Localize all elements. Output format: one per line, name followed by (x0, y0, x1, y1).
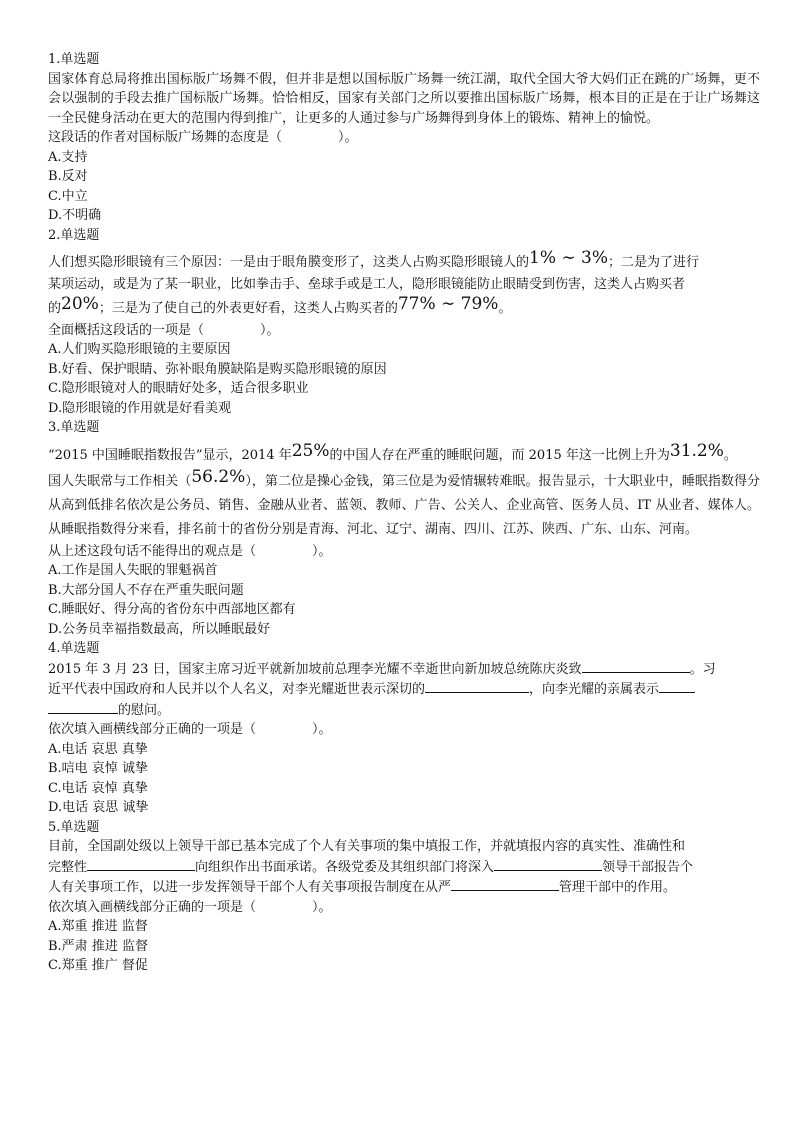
prompt-text: 依次填入画横线部分正确的一项是（ (48, 899, 257, 915)
prompt-text: 全面概括这段话的一项是（ (48, 322, 205, 338)
option-c: C.隐形眼镜对人的眼睛好处多，适合很多职业 (48, 381, 309, 396)
question-header: 1.单选题 (48, 52, 100, 67)
option-a: A.工作是国人失眠的罪魁祸首 (48, 563, 218, 578)
question-3 (48, 418, 760, 639)
stem-text: 管理干部中的作用。 (559, 880, 677, 895)
option-b: B.反对 (48, 169, 88, 184)
stem-text: ；二是为了进行 (608, 255, 700, 270)
question-stem-line (48, 659, 760, 680)
prompt-end: ）。 (312, 543, 332, 559)
question-prompt (48, 128, 760, 148)
fill-blank-1 (87, 857, 195, 871)
stem-text: 领导干部报告个 (602, 859, 694, 875)
option-a: A.支持 (48, 149, 88, 165)
option-b: B.唁电 哀悼 诚挚 (48, 761, 148, 776)
option-a: A.人们购买隐形眼镜的主要原因 (48, 342, 231, 357)
option-d: D.公务员幸福指数最高，所以睡眠最好 (48, 621, 271, 637)
fill-blank-3 (659, 679, 695, 693)
stem-text: 人们想买隐形眼镜有三个原因：一是由于眼角膜变形了，这类人占购买隐形眼镜人的 (48, 255, 530, 270)
question-stem-line: 某项运动，或是为了某一职业，比如拳击手、垒球手或是工人，隐形眼镜能防止眼睛受到伤害，这类人占购买者 (48, 277, 686, 292)
option-b: B.大部分国人不存在严重失眠问题 (48, 582, 244, 598)
prompt-end: ）。 (260, 322, 280, 338)
stem-text: 完整性 (48, 859, 88, 875)
fill-blank-3-cont (48, 700, 118, 714)
stem-text: 的中国人存在严重的睡眠问题，而 2015 年这一比例上升为 (329, 447, 670, 463)
question-4 (48, 639, 760, 818)
prompt-text: 依次填入画横线部分正确的一项是（ (48, 722, 257, 737)
stem-text: 国人失眠常与工作相关（ (48, 473, 192, 489)
question-stem-line (48, 249, 760, 275)
question-prompt (48, 542, 760, 562)
option-b: B.好看、保护眼睛、弥补眼角膜缺陷是购买隐形眼镜的原因 (48, 361, 387, 377)
option-d: D.隐形眼镜的作用就是好看美观 (48, 400, 232, 416)
fill-blank-2 (425, 679, 529, 693)
fill-blank-1 (582, 659, 690, 673)
question-prompt (48, 720, 760, 740)
stem-text: 。 (498, 300, 512, 316)
stem-text: 的 (48, 300, 62, 316)
stem-text: ；三是为了使自己的外表更好看，这类人占购买者的 (98, 300, 398, 316)
question-stem (48, 468, 760, 542)
question-header: 5.单选题 (48, 819, 100, 835)
math-percent: 56.2% (191, 466, 246, 487)
question-2 (48, 226, 760, 419)
stem-text: 近平代表中国政府和人民并以个人名义，对李光耀逝世表示深切的 (48, 682, 426, 697)
prompt-text: 这段话的作者对国标版广场舞的态度是（ (48, 130, 283, 145)
prompt-end: ）。 (312, 899, 332, 915)
option-d: D.电话 哀思 诚挚 (48, 800, 149, 815)
stem-text: ，向李光耀的亲属表示 (529, 682, 660, 697)
question-1 (48, 50, 760, 226)
option-c: C.电话 哀悼 真挚 (48, 780, 148, 796)
math-percent-range: 77% ∼ 79% (397, 293, 499, 314)
option-c: C.郑重 推广 督促 (48, 958, 148, 973)
question-header: 3.单选题 (48, 420, 100, 435)
stem-text: 。 (723, 447, 737, 463)
question-header: 2.单选题 (48, 227, 100, 243)
question-stem: 国家体育总局将推出国标版广场舞不假，但并非是想以国标版广场舞一统江湖，取代全国大爷大妈们正在跳的广场舞，更不会以强制的手段去推广国标版广场舞。恰恰相反，国家有关部门之所以要推出国标版广场舞，根本目的正是在于让广场舞这一全民健身活动在更大的范围内得到推广，让更多的人通过参与广场舞得到身体上的锻炼、精神上的愉悦。 (48, 71, 760, 126)
question-prompt (48, 898, 760, 918)
math-percent: 25% (291, 440, 330, 461)
prompt-end: ）。 (312, 722, 332, 737)
question-stem-line (48, 295, 760, 321)
prompt-text: 从上述这段句话不能得出的观点是（ (48, 543, 257, 559)
stem-text: 人有关事项工作，以进一步发挥领导干部个人有关事项报告制度在从严 (48, 880, 452, 895)
question-stem-line (48, 700, 760, 721)
prompt-end: ）。 (338, 130, 358, 145)
exam-document (48, 50, 760, 976)
question-stem-line (48, 857, 760, 878)
option-a: A.电话 哀思 真挚 (48, 741, 148, 757)
fill-blank-2 (494, 857, 602, 871)
option-b: B.严肃 推进 监督 (48, 938, 148, 954)
question-stem-line: 目前，全国副处级以上领导干部已基本完成了个人有关事项的集中填报工作，并就填报内容的真实性、准确性和 (48, 839, 686, 854)
option-a: A.郑重 推进 监督 (48, 919, 148, 934)
stem-text: 向组织作出书面承诺。各级党委及其组织部门将深入 (195, 859, 495, 875)
stem-text: 的慰问。 (118, 702, 171, 718)
stem-text: “2015 中国睡眠指数报告”显示，2014 年 (48, 447, 292, 463)
math-percent-range: 1% ∼ 3% (529, 248, 609, 268)
question-stem-line (48, 679, 760, 700)
question-5 (48, 818, 760, 976)
math-percent: 20% (61, 293, 99, 314)
question-stem-line (48, 442, 760, 468)
question-prompt (48, 321, 760, 341)
option-c: C.睡眠好、得分高的省份东中西部地区都有 (48, 602, 296, 617)
stem-text: 。习 (689, 661, 716, 677)
stem-text: 2015 年 3 月 23 日，国家主席习近平就新加坡前总理李光耀不幸逝世向新加坡总统陈庆炎致 (48, 661, 582, 677)
option-c: C.中立 (48, 188, 88, 204)
stem-text: ），第二位是操心金钱，第三位是为爱情辗转难眠。报告显示，十大职业中，睡眠指数得分从高到低排名依次是公务员、销售、金融从业者、蓝领、教师、广告、公关人、企业高管、医务人员、IT 从业者、媒体人。从睡眠指数得分来看，排名前十的省份分别是青海、河北、辽宁、湖南、四川、江苏、陕西、广东、山东、河南。 (48, 473, 760, 537)
fill-blank-3 (451, 877, 559, 891)
math-percent: 31.2% (669, 440, 724, 461)
question-stem-line (48, 877, 760, 898)
question-header: 4.单选题 (48, 641, 100, 656)
option-d: D.不明确 (48, 208, 102, 223)
